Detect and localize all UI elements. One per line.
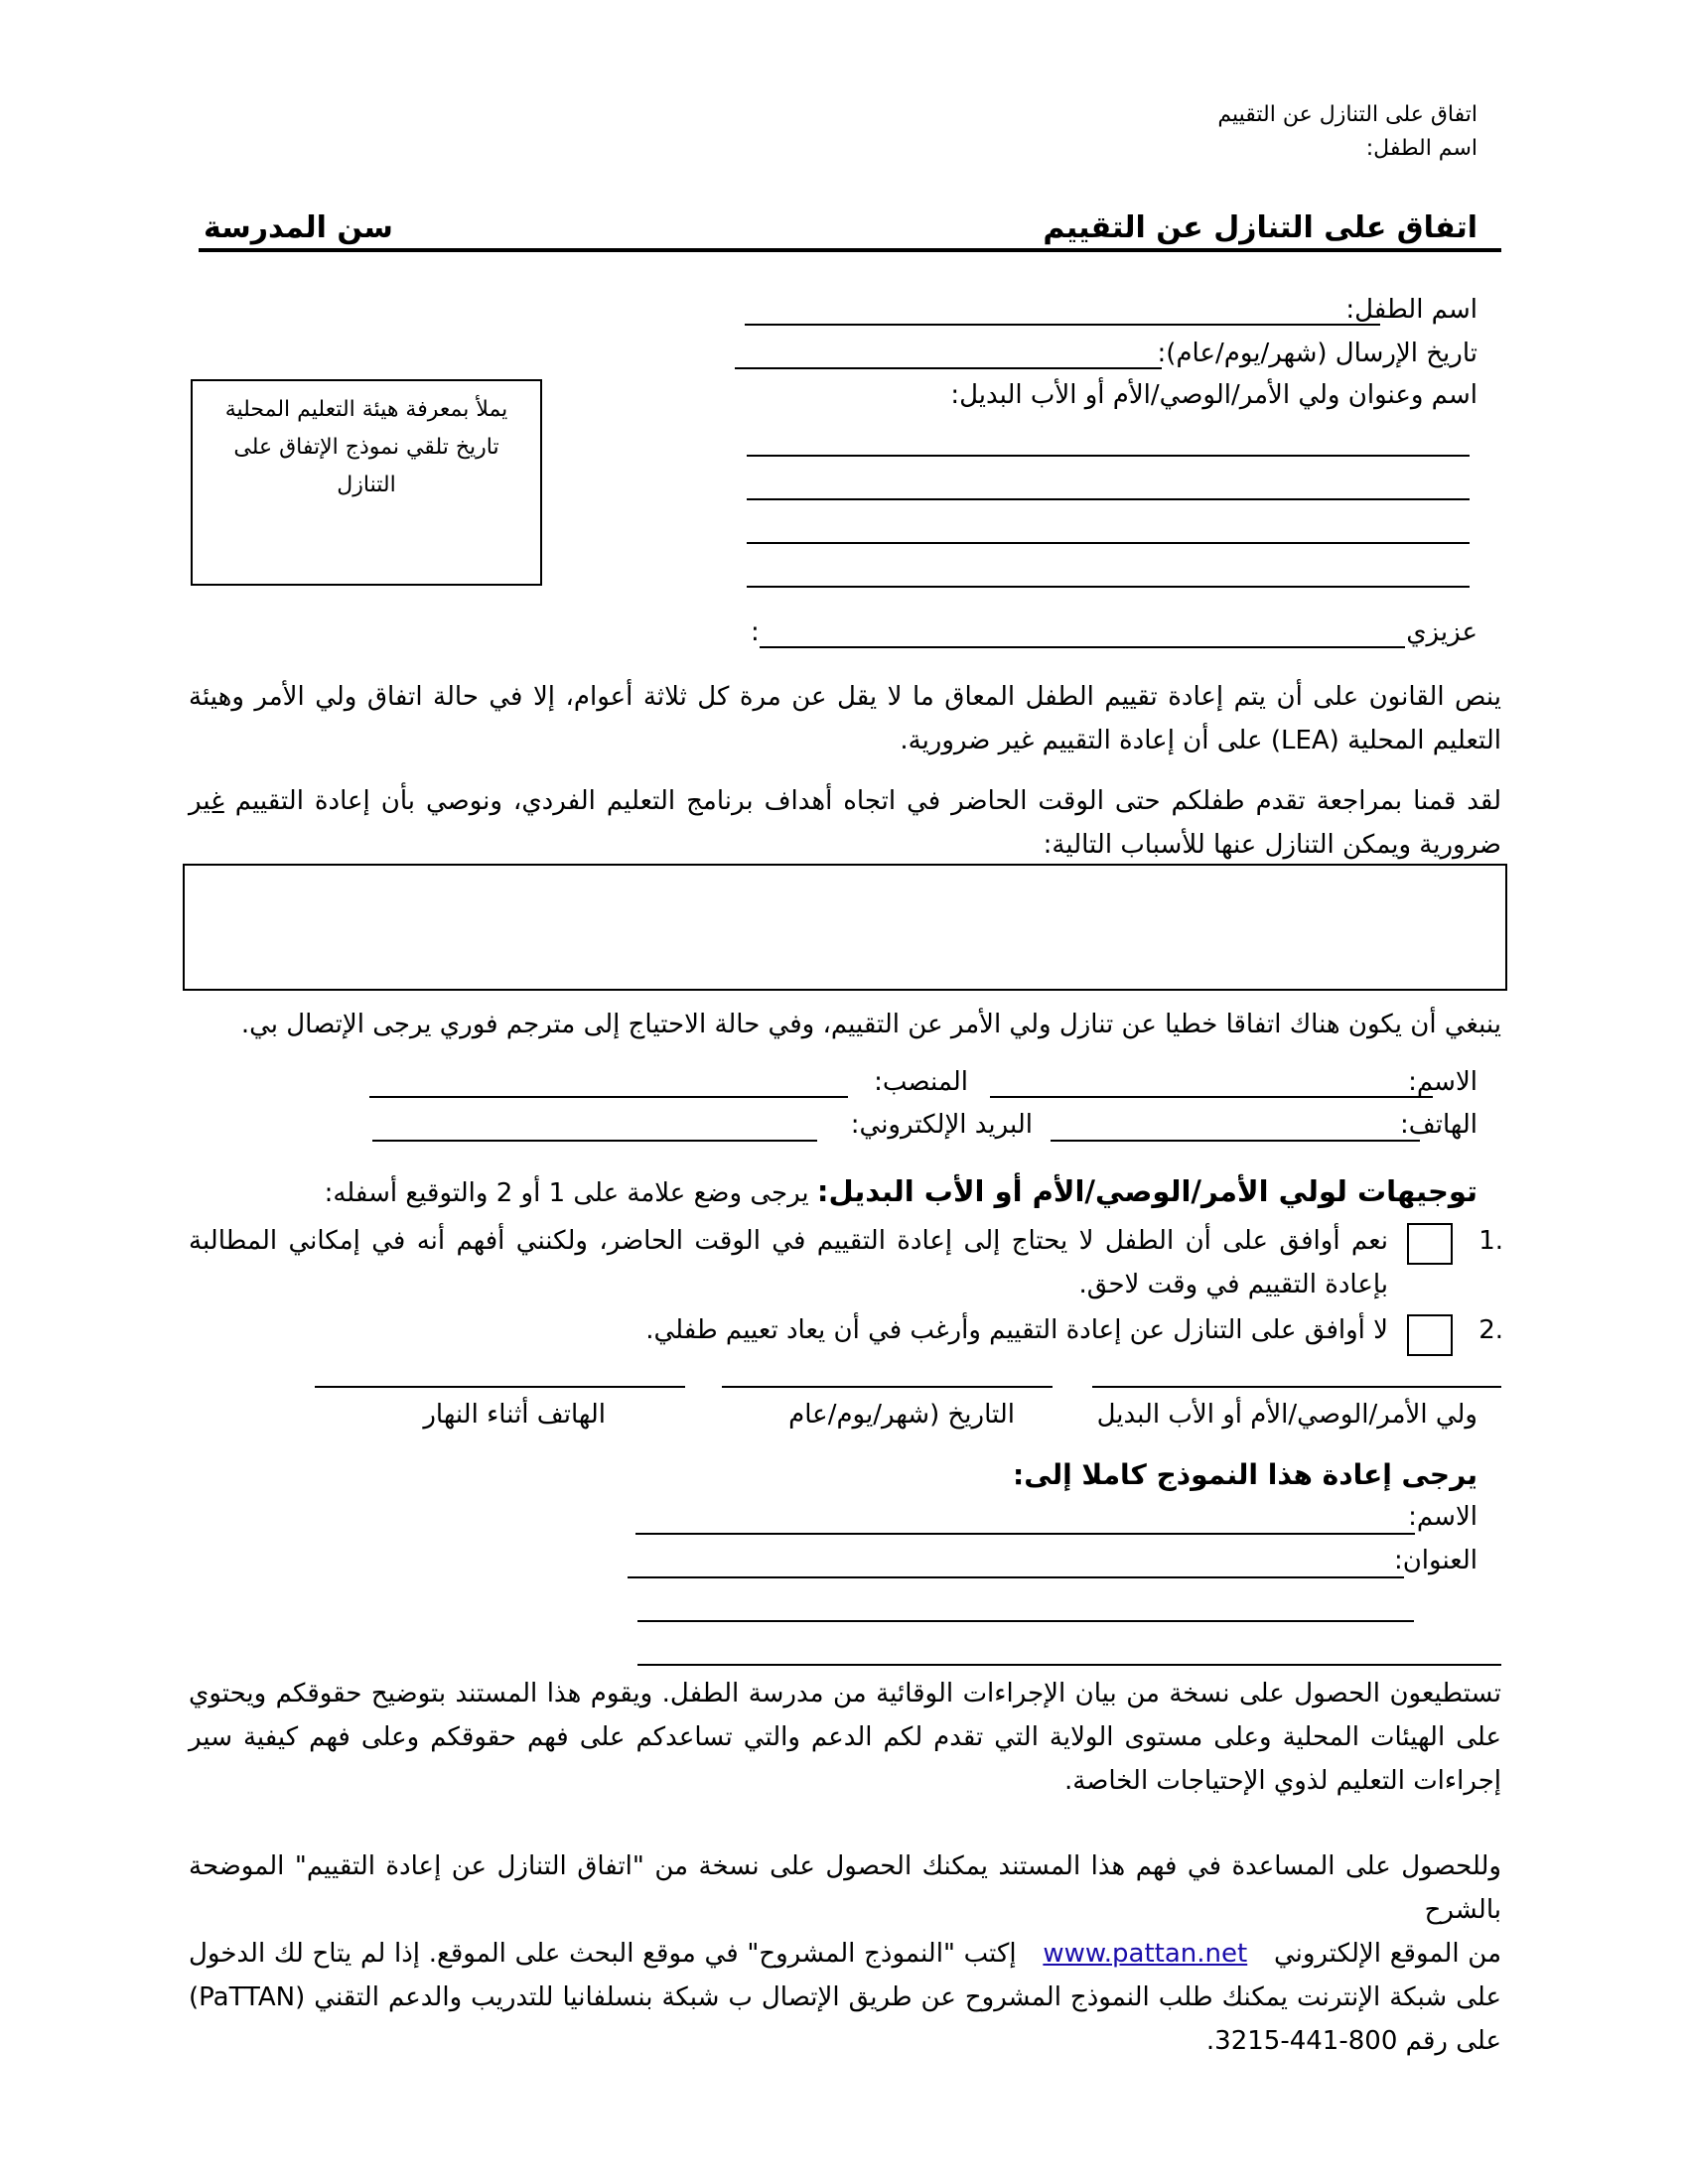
header-title: اتفاق على التنازل عن التقييم [1217, 102, 1477, 127]
review-text-before: لقد قمنا بمراجعة تقدم طفلكم حتى الوقت الحاضر في اتجاه أهداف برنامج التعليم الفردي، ونوصي بأن إعادة التقييم [234, 786, 1501, 816]
contact-phone-field[interactable] [1051, 1140, 1420, 1142]
return-name-label: الاسم: [1408, 1502, 1477, 1532]
send-date-field[interactable] [735, 367, 1162, 369]
office-box-line-3: التنازل [337, 473, 396, 497]
parent-signature-line[interactable] [1092, 1386, 1501, 1388]
help-line-2 [189, 1932, 1501, 1976]
address-line-1[interactable] [747, 455, 1470, 457]
send-date-label: تاريخ الإرسال (شهر/يوم/عام): [1157, 339, 1477, 368]
contact-position-field[interactable] [369, 1096, 848, 1098]
contact-email-label: البريد الإلكتروني: [850, 1110, 1033, 1140]
phone-signature-line[interactable] [315, 1386, 685, 1388]
dear-label: عزيزي [1406, 617, 1477, 647]
return-name-field[interactable] [635, 1533, 1415, 1535]
option-2-text: لا أوافق على التنازل عن إعادة التقييم وأرغب في أن يعاد تعييم طفلي. [645, 1315, 1388, 1345]
address-line-4[interactable] [747, 586, 1470, 588]
help-line-1: وللحصول على المساعدة في فهم هذا المستند يمكنك الحصول على نسخة من "اتفاق التنازل عن إعادة التقييم" الموضحة بالشرح [189, 1851, 1501, 1925]
instructions-heading: توجيهات لولي الأمر/الوصي/الأم أو الأب البديل: [816, 1174, 1477, 1208]
option-1-text: نعم أوافق على أن الطفل لا يحتاج إلى إعادة التقييم في الوقت الحاضر، ولكنني أفهم أنه في إمكاني المطالبة بإعادة التقييم في وقت لاحق. [189, 1226, 1388, 1299]
review-paragraph [189, 779, 1501, 867]
phone-signature-label: الهاتف أثناء النهار [423, 1400, 606, 1430]
return-address-line-1[interactable] [628, 1576, 1404, 1578]
office-box-line-2: تاريخ تلقي نموذج الإتفاق على [233, 435, 499, 460]
return-address-label: العنوان: [1393, 1546, 1477, 1575]
help-line-4: على رقم 800-441-3215. [1205, 2026, 1501, 2056]
agreement-paragraph: ينبغي أن يكون هناك اتفاقا خطيا عن تنازل ولي الأمر عن التقييم، وفي حالة الاحتياج إلى مترجم فوري يرجى الإتصال بي. [240, 1010, 1501, 1039]
title-underline [199, 248, 1501, 252]
safeguards-paragraph: تستطيعون الحصول على نسخة من بيان الإجراءات الوقائية من مدرسة الطفل. ويقوم هذا المستند بتوضيح حقوقكم ويحتوي على الهيئات المحلية وعلى مستوى الولاية التي تقدم لكم الدعم والتي تساعدكم على فهم حقوقكم وعلى فهم كيفية سير إجراءات التعليم لذوي الإحتياجات الخاصة. [189, 1679, 1501, 1796]
pattan-link[interactable]: www.pattan.net [1043, 1939, 1248, 1969]
child-name-label: اسم الطفل: [1345, 295, 1477, 325]
contact-name-label: الاسم: [1408, 1067, 1477, 1097]
contact-phone-label: الهاتف: [1400, 1110, 1477, 1140]
date-signature-line[interactable] [722, 1386, 1053, 1388]
dear-colon: : [751, 617, 760, 647]
help-paragraph [189, 1844, 1501, 2063]
review-text-underlined: غير [189, 786, 224, 816]
contact-email-field[interactable] [372, 1140, 817, 1142]
return-address-line-3[interactable] [637, 1664, 1501, 1666]
instructions-text: يرجى وضع علامة على 1 أو 2 والتوقيع أسفله: [324, 1178, 809, 1208]
contact-name-field[interactable] [990, 1096, 1433, 1098]
review-text-after: ضرورية ويمكن التنازل عنها للأسباب التالية: [1043, 830, 1501, 860]
parent-name-address-label: اسم وعنوان ولي الأمر/الوصي/الأم أو الأب البديل: [950, 380, 1477, 410]
help-line-3: على شبكة الإنترنت يمكنك طلب النموذج المشروح عن طريق الإتصال ب شبكة بنسلفانيا للتدريب والدعم التقني (PaTTAN) [189, 1982, 1501, 2012]
school-age-label: سن المدرسة [204, 210, 393, 245]
header-child-name: اسم الطفل: [1365, 136, 1477, 161]
page-title: اتفاق على التنازل عن التقييم [1043, 210, 1477, 245]
child-name-field[interactable] [745, 324, 1380, 326]
option-1-checkbox[interactable] [1407, 1223, 1453, 1265]
option-2-number: 2. [1478, 1315, 1503, 1345]
office-box-line-1: يملأ بمعرفة هيئة التعليم المحلية [224, 397, 508, 422]
return-heading: يرجى إعادة هذا النموذج كاملا إلى: [1013, 1458, 1477, 1491]
reasons-box[interactable] [183, 864, 1507, 991]
option-1-number: 1. [1478, 1226, 1503, 1256]
option-2-checkbox[interactable] [1407, 1314, 1453, 1356]
address-line-3[interactable] [747, 542, 1470, 544]
dear-name-field[interactable] [760, 646, 1405, 648]
help-line-2-before: من الموقع الإلكتروني [1273, 1939, 1502, 1969]
help-line-2-after: إكتب "النموذج المشروح" في موقع البحث على الموقع. إذا لم يتاح لك الدخول [189, 1939, 1017, 1969]
return-address-line-2[interactable] [637, 1620, 1414, 1622]
date-signature-label: التاريخ (شهر/يوم/عام [788, 1400, 1015, 1430]
parent-signature-label: ولي الأمر/الوصي/الأم أو الأب البديل [1096, 1400, 1477, 1430]
contact-position-label: المنصب: [874, 1067, 968, 1097]
law-paragraph: ينص القانون على أن يتم إعادة تقييم الطفل المعاق ما لا يقل عن مرة كل ثلاثة أعوام، إلا في حالة اتفاق ولي الأمر وهيئة التعليم المحلية (LEA) على أن إعادة التقييم غير ضرورية. [189, 682, 1501, 755]
instructions [157, 1171, 1477, 1213]
address-line-2[interactable] [747, 498, 1470, 500]
office-use-box [191, 379, 542, 586]
